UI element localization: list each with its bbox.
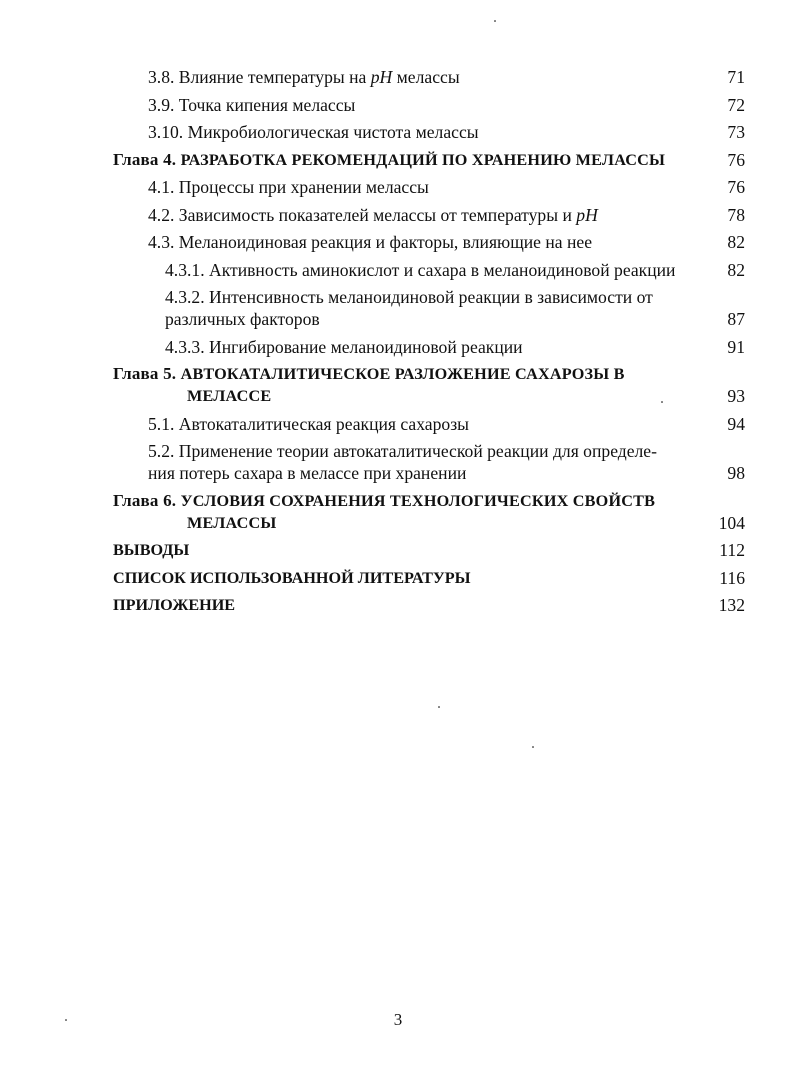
- toc-page-number: 94: [727, 413, 745, 434]
- toc-entry-title: 3.9. Точка кипения мелассы: [148, 94, 356, 115]
- toc-entry-title: 4.3.3. Ингибирование меланоидиновой реакции: [165, 336, 523, 357]
- toc-page-number: 76: [727, 177, 745, 197]
- toc-entry-4-2[interactable]: [113, 204, 745, 226]
- toc-page-number: 98: [727, 463, 745, 483]
- scan-speck: [494, 20, 496, 22]
- scan-speck: [438, 706, 440, 708]
- toc-entry-title: 4.2. Зависимость показателей мелассы от температуры и pH: [148, 204, 598, 225]
- toc-entry-title: Глава 4. РАЗРАБОТКА РЕКОМЕНДАЦИЙ ПО ХРАНЕНИЮ МЕЛАССЫ: [113, 149, 666, 169]
- toc-references[interactable]: [113, 567, 745, 589]
- toc-page-number: 116: [719, 567, 745, 588]
- toc-entry-title: Глава 6. УСЛОВИЯ СОХРАНЕНИЯ ТЕХНОЛОГИЧЕСКИХ СВОЙСТВ МЕЛАССЫ: [113, 490, 656, 532]
- toc-entry-5-1[interactable]: [113, 413, 745, 435]
- toc-entry-title: Глава 5. АВТОКАТАЛИТИЧЕСКОЕ РАЗЛОЖЕНИЕ САХАРОЗЫ В МЕЛАССЕ: [113, 364, 625, 405]
- toc-conclusions[interactable]: [113, 539, 745, 561]
- toc-entry-title: 5.2. Применение теории автокаталитической реакции для определе- ния потерь сахара в мелассе при хранении: [148, 441, 657, 483]
- toc-page-number: 82: [727, 232, 745, 252]
- toc-entry-title: 3.8. Влияние температуры на pH мелассы: [148, 67, 460, 87]
- toc-entry-4-3[interactable]: [113, 231, 745, 253]
- toc-page-number: 132: [718, 595, 745, 615]
- toc-page-number: 112: [719, 540, 745, 560]
- toc-page-number: 73: [727, 122, 745, 142]
- toc-page-number: 71: [727, 67, 745, 87]
- toc-page-number: 72: [727, 94, 745, 115]
- toc-entry-title: 4.3. Меланоидиновая реакция и факторы, влияющие на нее: [148, 232, 593, 252]
- toc-chapter-4[interactable]: [113, 149, 745, 171]
- page-number: 3: [393, 1010, 403, 1029]
- toc-entry-title: 4.3.2. Интенсивность меланоидиновой реакции в зависимости от различных факторов: [165, 287, 653, 329]
- toc-entry-title: 4.3.1. Активность аминокислот и сахара в меланоидиновой реакции: [165, 259, 676, 280]
- toc-entry-4-3-1[interactable]: [113, 259, 745, 281]
- toc-entry-4-3-2[interactable]: [113, 286, 745, 330]
- toc-page-number: 91: [727, 336, 745, 357]
- toc-entry-4-3-3[interactable]: [113, 336, 745, 358]
- toc-page-number: 104: [718, 512, 745, 533]
- toc-chapter-5[interactable]: [113, 363, 745, 407]
- toc-entry-4-1[interactable]: [113, 176, 745, 198]
- table-of-contents: [113, 66, 745, 622]
- toc-page-number: 87: [727, 309, 745, 329]
- toc-entry-3-8[interactable]: [113, 66, 745, 88]
- toc-page-number: 82: [727, 259, 745, 280]
- toc-page-number: 76: [727, 149, 745, 170]
- toc-appendix[interactable]: [113, 594, 745, 616]
- toc-entry-title: ПРИЛОЖЕНИЕ: [113, 596, 236, 614]
- toc-entry-3-9[interactable]: [113, 94, 745, 116]
- toc-entry-5-2[interactable]: [113, 440, 745, 484]
- toc-entry-title: 3.10. Микробиологическая чистота мелассы: [148, 122, 479, 142]
- toc-entry-title: 5.1. Автокаталитическая реакция сахарозы: [148, 413, 469, 434]
- toc-entry-title: 4.1. Процессы при хранении мелассы: [148, 177, 429, 197]
- toc-page-number: 93: [727, 386, 745, 406]
- toc-entry-title: СПИСОК ИСПОЛЬЗОВАННОЙ ЛИТЕРАТУРЫ: [113, 568, 471, 587]
- toc-entry-title: ВЫВОДЫ: [113, 541, 190, 559]
- toc-chapter-6[interactable]: [113, 490, 745, 534]
- scan-speck: [532, 746, 534, 748]
- toc-page-number: 78: [727, 204, 745, 225]
- toc-entry-3-10[interactable]: [113, 121, 745, 143]
